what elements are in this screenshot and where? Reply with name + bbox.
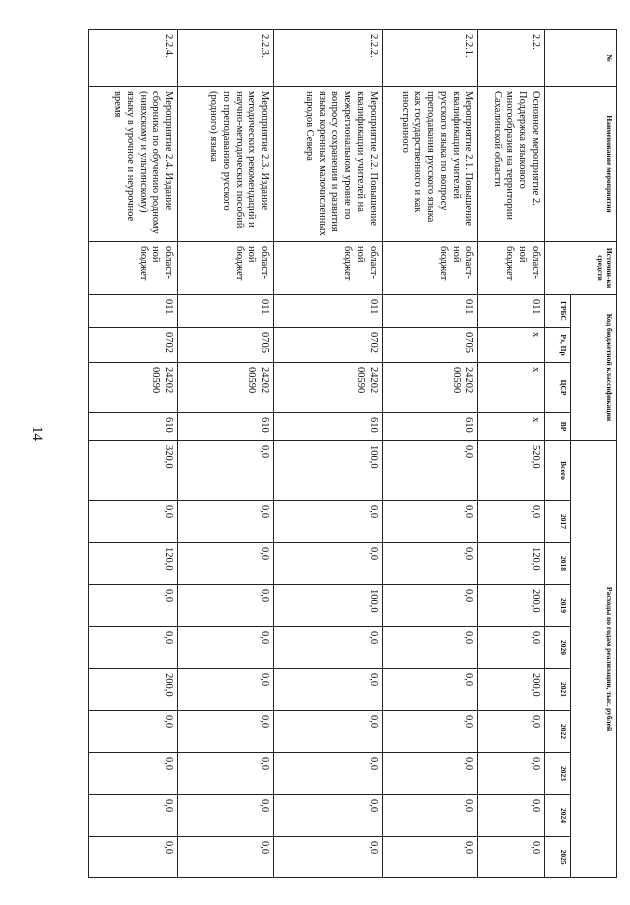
header-year: 2024 (545, 795, 571, 837)
row-year-value: 100,0 (274, 585, 383, 627)
row-num: 2.2.3. (178, 30, 274, 87)
row-vr: 610 (89, 413, 178, 441)
row-year-value: 0,0 (274, 837, 383, 878)
row-num: 2.2.2. (274, 30, 383, 87)
row-year-value: 0,0 (178, 501, 274, 543)
row-year-value: 0,0 (178, 627, 274, 669)
row-name: Мероприятие 2.2. Повышение квалификации учителей на межрегиональном уровне по вопросу сохранения и развития языка коренных малочисленных народов Севера (274, 87, 383, 242)
row-year-value: 0,0 (274, 753, 383, 795)
row-year-value: 0,0 (178, 837, 274, 878)
row-source: област-ной бюджет (478, 242, 545, 295)
row-total: 0,0 (382, 441, 478, 501)
row-year-value: 200,0 (89, 669, 178, 711)
row-csr: х (478, 363, 545, 413)
row-year-value: 0,0 (274, 627, 383, 669)
row-name: Мероприятие 2.1. Повышение квалификации учителей русского языка по вопросу преподавания русского языка как государственного и как иностранного (382, 87, 478, 242)
row-year-value: 0,0 (382, 669, 478, 711)
row-year-value: 0,0 (382, 837, 478, 878)
row-year-value: 120,0 (478, 543, 545, 585)
table-row (382, 30, 478, 878)
rotated-table-wrapper (88, 29, 617, 877)
row-year-value: 0,0 (178, 669, 274, 711)
header-year: 2023 (545, 753, 571, 795)
table-row (478, 30, 545, 878)
row-year-value: 120,0 (89, 543, 178, 585)
row-year-value: 0,0 (274, 669, 383, 711)
row-source: област-ной бюджет (382, 242, 478, 295)
row-year-value: 0,0 (89, 795, 178, 837)
header-expenses: Расходы по годам реализации, тыс. рублей (571, 441, 617, 878)
row-year-value: 0,0 (89, 711, 178, 753)
row-rzpr: 0702 (274, 328, 383, 363)
row-source: област-ной бюджет (178, 242, 274, 295)
header-year: 2022 (545, 711, 571, 753)
header-kbk: Код бюджетной классификации (571, 295, 617, 441)
row-year-value: 0,0 (178, 585, 274, 627)
header-year: 2017 (545, 501, 571, 543)
row-name: Основное мероприятие 2. Поддержка языкового многообразия на территории Сахалинской области (478, 87, 545, 242)
table-row (89, 30, 178, 878)
row-year-value: 0,0 (178, 711, 274, 753)
row-csr: 24202 00590 (274, 363, 383, 413)
row-year-value: 0,0 (382, 627, 478, 669)
row-csr: 24202 00590 (178, 363, 274, 413)
row-source: област-ной бюджет (274, 242, 383, 295)
row-grbs: 011 (178, 295, 274, 328)
row-year-value: 0,0 (89, 837, 178, 878)
row-grbs: 011 (382, 295, 478, 328)
header-total: Всего (545, 441, 571, 501)
table-row (274, 30, 383, 878)
row-year-value: 0,0 (382, 753, 478, 795)
row-year-value: 0,0 (274, 711, 383, 753)
row-grbs: 011 (274, 295, 383, 328)
row-year-value: 0,0 (178, 795, 274, 837)
row-year-value: 0,0 (478, 753, 545, 795)
row-rzpr: х (478, 328, 545, 363)
row-year-value: 0,0 (89, 753, 178, 795)
page-number: 14 (29, 426, 45, 441)
row-year-value: 0,0 (274, 543, 383, 585)
row-year-value: 0,0 (478, 627, 545, 669)
budget-table (88, 29, 617, 878)
row-year-value: 0,0 (274, 501, 383, 543)
row-year-value: 0,0 (382, 543, 478, 585)
row-name: Мероприятие 2.4. Издание сборника по обучению родному (нивхскому и ультинскому) языку в урочное и неурочное время (89, 87, 178, 242)
row-total: 520,0 (478, 441, 545, 501)
row-grbs: 011 (89, 295, 178, 328)
header-name: Наименование мероприятия (545, 87, 617, 242)
row-rzpr: 0705 (382, 328, 478, 363)
row-year-value: 0,0 (89, 627, 178, 669)
row-rzpr: 0702 (89, 328, 178, 363)
header-year: 2021 (545, 669, 571, 711)
header-vr: ВР (545, 413, 571, 441)
row-year-value: 0,0 (478, 795, 545, 837)
row-year-value: 200,0 (478, 585, 545, 627)
row-year-value: 0,0 (178, 543, 274, 585)
row-vr: 610 (178, 413, 274, 441)
row-year-value: 0,0 (478, 711, 545, 753)
row-vr: 610 (382, 413, 478, 441)
row-total: 0,0 (178, 441, 274, 501)
row-year-value: 0,0 (274, 795, 383, 837)
row-rzpr: 0705 (178, 328, 274, 363)
row-name: Мероприятие 2.3. Издание методических рекомендаций и научно-методических пособий по преподаванию русского (родного) языка (178, 87, 274, 242)
row-year-value: 0,0 (382, 795, 478, 837)
row-total: 320,0 (89, 441, 178, 501)
row-vr: 610 (274, 413, 383, 441)
row-source: област-ной бюджет (89, 242, 178, 295)
row-year-value: 200,0 (478, 669, 545, 711)
row-year-value: 0,0 (382, 711, 478, 753)
row-year-value: 0,0 (478, 501, 545, 543)
row-year-value: 0,0 (382, 585, 478, 627)
row-year-value: 0,0 (89, 585, 178, 627)
header-year: 2025 (545, 837, 571, 878)
row-year-value: 0,0 (89, 501, 178, 543)
header-source: Источни-ки средств (545, 242, 617, 295)
row-csr: 24202 00590 (382, 363, 478, 413)
row-year-value: 0,0 (382, 501, 478, 543)
row-vr: х (478, 413, 545, 441)
header-year: 2020 (545, 627, 571, 669)
header-rzpr: Рз, Пр (545, 328, 571, 363)
row-grbs: 011 (478, 295, 545, 328)
row-year-value: 0,0 (478, 837, 545, 878)
row-num: 2.2.1. (382, 30, 478, 87)
row-year-value: 0,0 (178, 753, 274, 795)
row-total: 100,0 (274, 441, 383, 501)
table-row (178, 30, 274, 878)
header-grbs: ГРБС (545, 295, 571, 328)
row-num: 2.2. (478, 30, 545, 87)
header-year: 2019 (545, 585, 571, 627)
row-csr: 24202 00590 (89, 363, 178, 413)
row-num: 2.2.4. (89, 30, 178, 87)
header-csr: ЦСР (545, 363, 571, 413)
header-num: № (545, 30, 617, 87)
header-year: 2018 (545, 543, 571, 585)
